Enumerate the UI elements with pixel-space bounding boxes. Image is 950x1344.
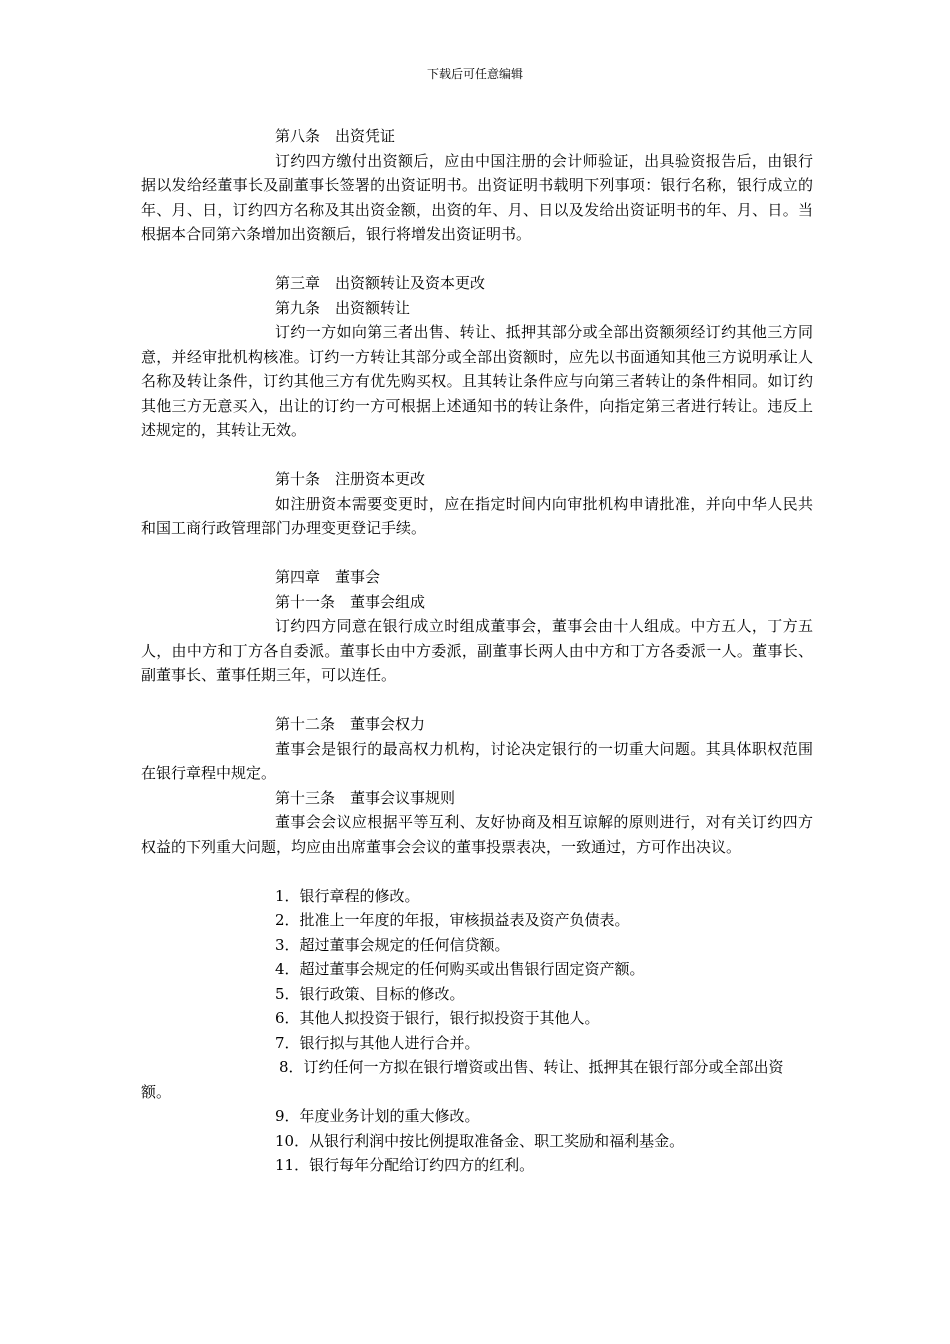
list-item: 8．订约任何一方拟在银行增资或出售、转让、抵押其在银行部分或全部出资额。 bbox=[141, 1058, 784, 1101]
list-item: 10．从银行利润中按比例提取准备金、职工奖励和福利基金。 bbox=[275, 1131, 685, 1150]
list-item: 2．批准上一年度的年报，审核损益表及资产负债表。 bbox=[275, 911, 630, 929]
spacer bbox=[141, 541, 813, 566]
article-13-heading: 第十三条 董事会议事规则 bbox=[275, 788, 456, 807]
article-13-body: 董事会会议应根据平等互利、友好协商及相互谅解的原则进行，对有关订约四方权益的下列重大问题，均应由出席董事会会议的董事投票表决，一致通过，方可作出决议。 bbox=[141, 813, 813, 856]
chapter-3-heading: 第三章 出资额转让及资本更改 bbox=[275, 274, 486, 292]
list-item: 3．超过董事会规定的任何信贷额。 bbox=[275, 935, 510, 954]
spacer bbox=[141, 247, 813, 272]
article-8-body: 订约四方缴付出资额后，应由中国注册的会计师验证，出具验资报告后，由银行据以发给经董事长及副董事长签署的出资证明书。出资证明书载明下列事项：银行名称，银行成立的年、月、日，订约四方名称及其出资金额，出资的年、月、日以及发给出资证明书的年、月、日。当根据本合同第六条增加出资额后，银行将增发出资证明书。 bbox=[141, 151, 813, 243]
list-item: 4．超过董事会规定的任何购买或出售银行固定资产额。 bbox=[275, 960, 645, 978]
article-12-body: 董事会是银行的最高权力机构，讨论决定银行的一切重大问题。其具体职权范围在银行章程中规定。 bbox=[141, 739, 813, 782]
article-8-heading: 第八条 出资凭证 bbox=[275, 127, 396, 145]
chapter-4-heading: 第四章 董事会 bbox=[275, 568, 381, 586]
article-11-body: 订约四方同意在银行成立时组成董事会，董事会由十人组成。中方五人，丁方五人，由中方和丁方各自委派。董事长由中方委派，副董事长两人由中方和丁方各委派一人。董事长、副董事长、董事任期三年，可以连任。 bbox=[141, 617, 813, 684]
spacer bbox=[141, 688, 813, 713]
list-item: 7．银行拟与其他人进行合并。 bbox=[275, 1033, 480, 1052]
article-11-heading: 第十一条 董事会组成 bbox=[275, 592, 426, 611]
list-item: 9．年度业务计划的重大修改。 bbox=[275, 1107, 480, 1125]
list-item: 1．银行章程的修改。 bbox=[275, 886, 420, 905]
document-body bbox=[141, 124, 813, 1178]
list-item: 6．其他人拟投资于银行，银行拟投资于其他人。 bbox=[275, 1009, 600, 1027]
spacer bbox=[141, 443, 813, 468]
spacer bbox=[141, 859, 813, 884]
page-header: 下载后可任意编辑 bbox=[426, 67, 523, 81]
article-9-heading: 第九条 出资额转让 bbox=[275, 298, 411, 317]
article-12-heading: 第十二条 董事会权力 bbox=[275, 715, 426, 733]
list-item: 11．银行每年分配给订约四方的红利。 bbox=[275, 1156, 535, 1174]
article-10-heading: 第十条 注册资本更改 bbox=[275, 470, 426, 488]
article-9-body: 订约一方如向第三者出售、转让、抵押其部分或全部出资额须经订约其他三方同意，并经审批机构核准。订约一方转让其部分或全部出资额时，应先以书面通知其他三方说明承让人名称及转让条件，订约其他三方有优先购买权。且其转让条件应与向第三者转让的条件相同。如订约其他三方无意买入，出让的订约一方可根据上述通知书的转让条件，向指定第三者进行转让。违反上述规定的，其转让无效。 bbox=[141, 323, 813, 439]
article-10-body: 如注册资本需要变更时，应在指定时间内向审批机构申请批准，并向中华人民共和国工商行政管理部门办理变更登记手续。 bbox=[141, 494, 813, 537]
list-item: 5．银行政策、目标的修改。 bbox=[275, 984, 465, 1003]
